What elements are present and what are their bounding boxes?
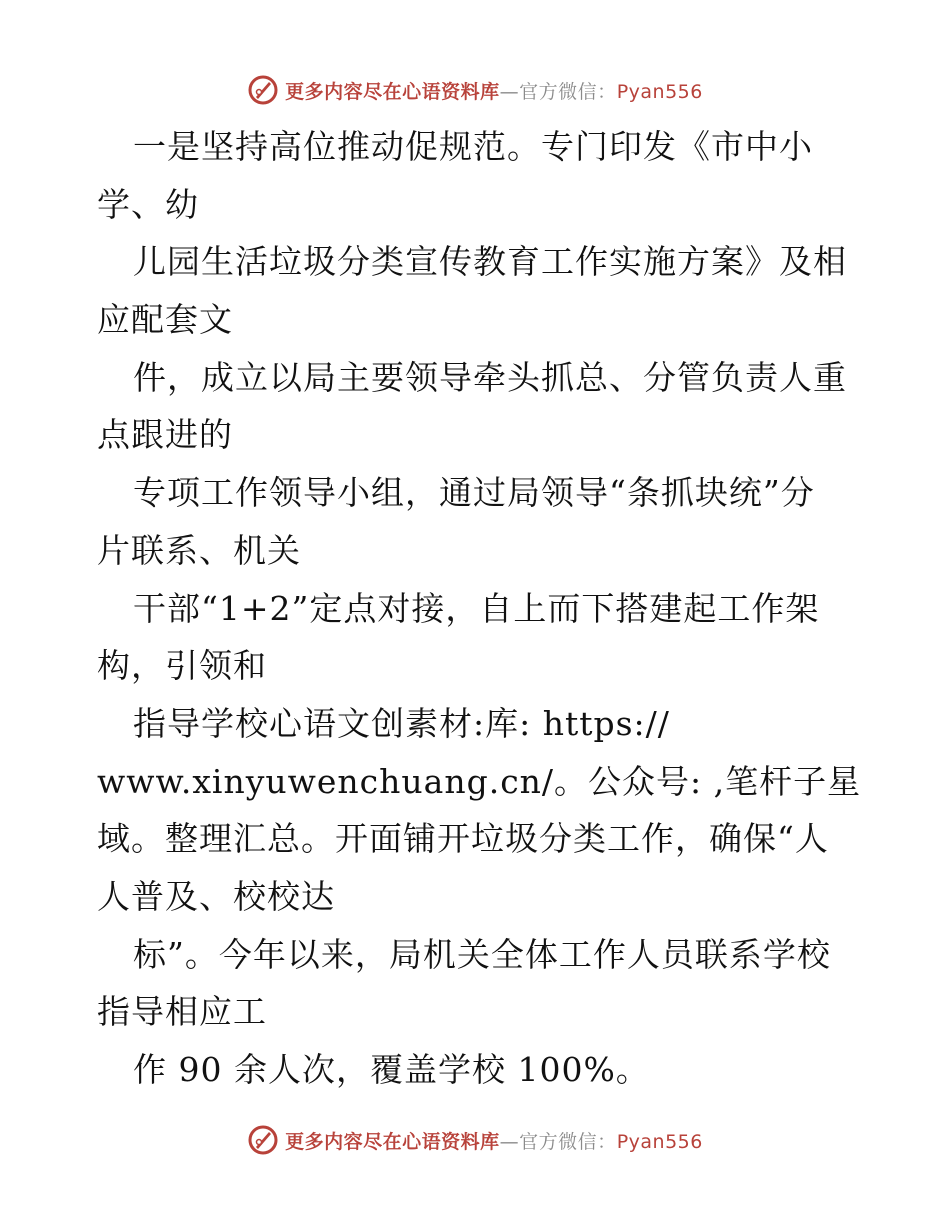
body-line: 指导学校心语文创素材:库: https:// <box>133 703 670 743</box>
quill-logo-icon <box>247 1124 279 1156</box>
body-line: 点跟进的 <box>97 415 233 455</box>
body-line: 学、幼 <box>97 184 199 224</box>
header-banner-slogan: 更多内容尽在心语资料库 <box>285 80 500 103</box>
body-line: 构，引领和 <box>97 646 267 686</box>
header-banner-wechat-label: 官方微信： <box>519 80 617 103</box>
header-banner <box>0 70 950 110</box>
footer-banner-slogan: 更多内容尽在心语资料库 <box>285 1130 500 1153</box>
body-line: 指导相应工 <box>97 992 267 1032</box>
footer-banner-wechat-id: Pyan556 <box>616 1130 703 1153</box>
body-line: www.xinyuwenchuang.cn/。公众号: ,笔杆子星 <box>97 761 862 801</box>
footer-banner-text <box>285 1127 703 1154</box>
body-line: 标”。今年以来，局机关全体工作人员联系学校 <box>133 934 831 974</box>
body-line: 一是坚持高位推动促规范。专门印发《市中小 <box>133 127 813 166</box>
header-banner-dash: — <box>499 80 520 103</box>
header-banner-wechat-id: Pyan556 <box>616 80 703 103</box>
document-body <box>97 118 877 1099</box>
body-line: 专项工作领导小组，通过局领导“条抓块统”分 <box>133 473 815 513</box>
body-line: 儿园生活垃圾分类宣传教育工作实施方案》及相 <box>133 242 847 282</box>
footer-banner-dash: — <box>499 1130 520 1153</box>
header-banner-text <box>285 77 703 104</box>
body-line: 域。整理汇总。开面铺开垃圾分类工作，确保“人 <box>97 819 829 859</box>
body-line: 人普及、校校达 <box>97 876 335 916</box>
body-line: 片联系、机关 <box>97 530 301 570</box>
quill-logo-icon <box>247 74 279 106</box>
body-line: 作 90 余人次，覆盖学校 100%。 <box>133 1050 650 1089</box>
body-line: 干部“1+2”定点对接，自上而下搭建起工作架 <box>133 588 820 628</box>
footer-banner-wechat-label: 官方微信： <box>519 1130 617 1153</box>
body-line: 应配套文 <box>97 300 233 340</box>
body-line: 件，成立以局主要领导牵头抓总、分管负责人重 <box>133 357 847 397</box>
footer-banner <box>0 1120 950 1160</box>
